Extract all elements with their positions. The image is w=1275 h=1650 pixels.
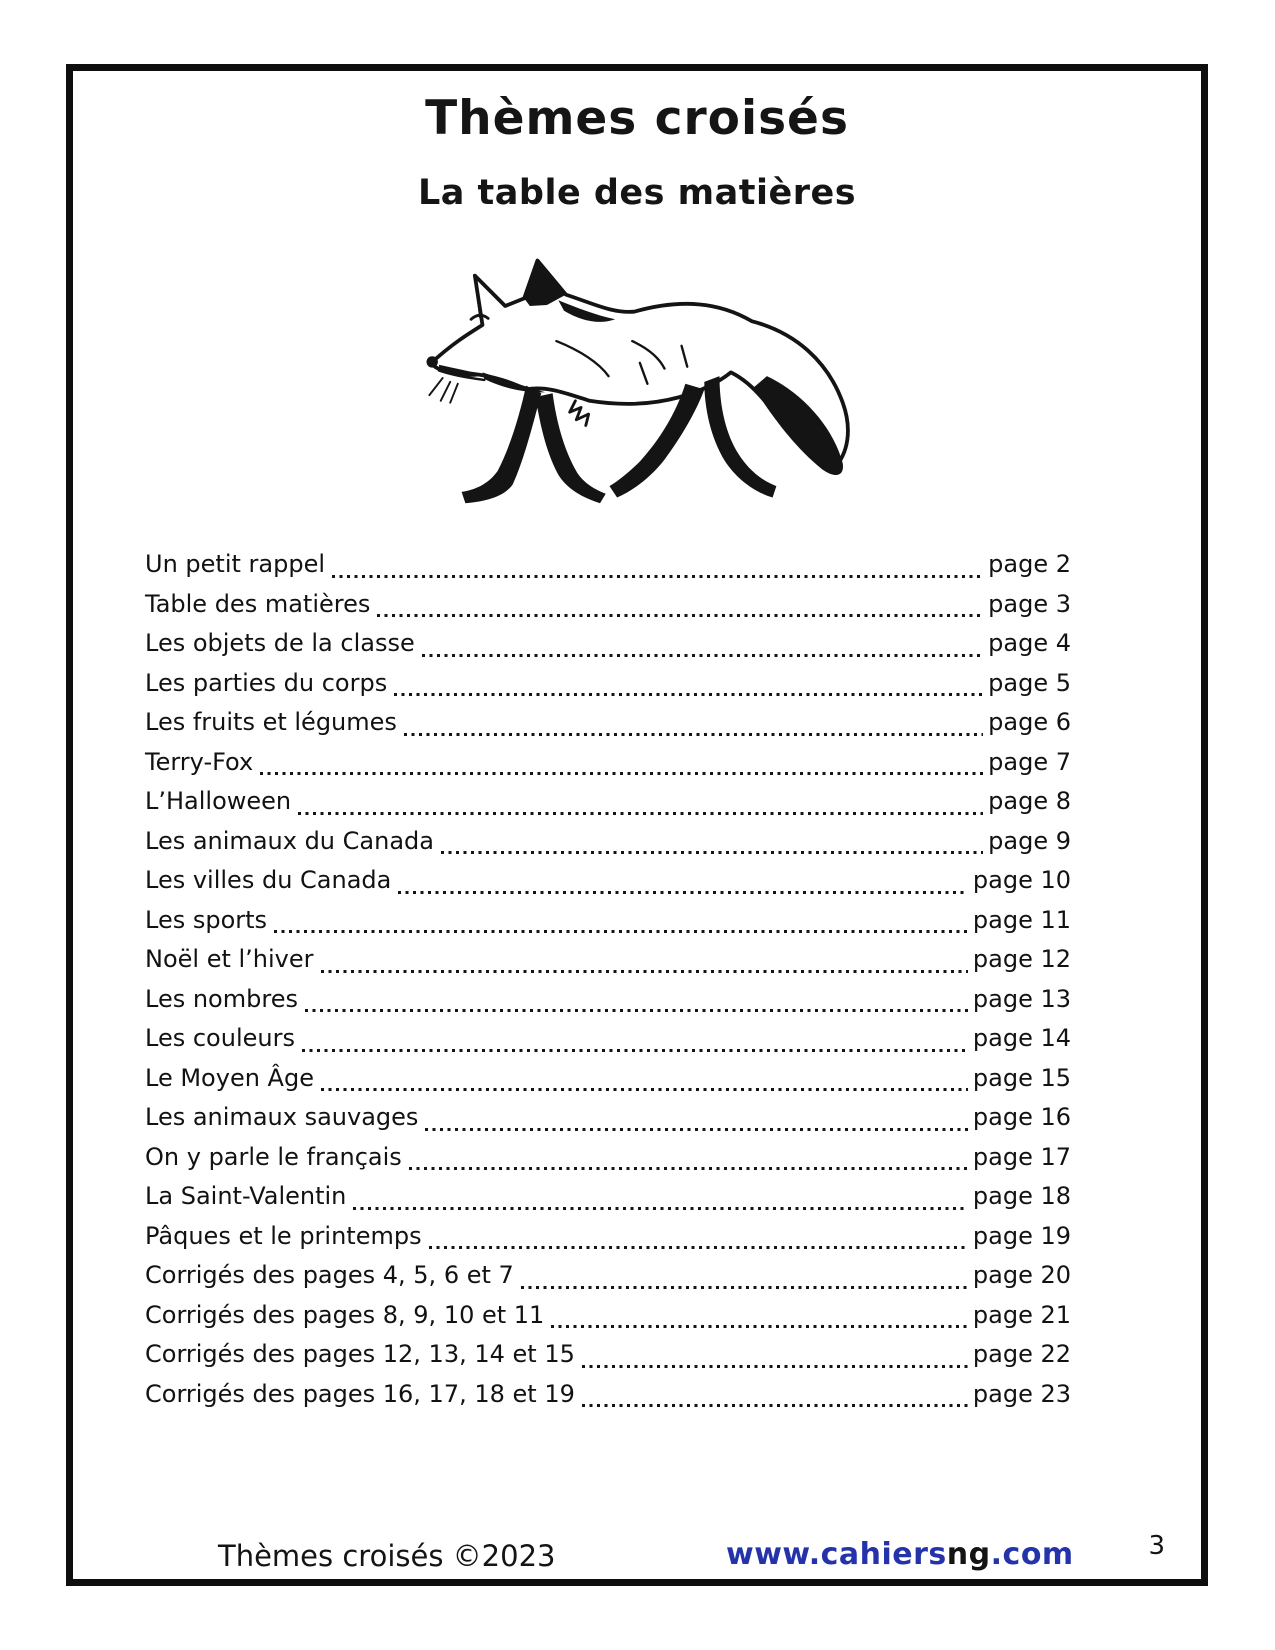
dotted-leader [425,1137,967,1138]
page-title: Thèmes croisés [425,91,849,146]
toc-entry-page: page 19 [972,1221,1071,1250]
toc-entry-page: page 6 [988,708,1071,736]
dotted-leader [298,821,983,822]
toc-entry-page: page 3 [988,589,1071,618]
page-subtitle: La table des matières [417,173,857,213]
table-of-contents [145,545,1071,1414]
toc-entry-label: On y parle le français [145,1142,402,1171]
toc-row [145,782,1071,822]
footer-copyright: Thèmes croisés ©2023 [218,1539,556,1573]
dotted-leader [409,1176,968,1177]
dotted-leader [441,860,983,861]
dotted-leader [274,939,968,940]
toc-row [145,861,1071,901]
toc-row [145,1138,1071,1178]
toc-entry-page: page 9 [988,826,1071,855]
page-border [66,64,1208,1586]
toc-entry-page: page 17 [972,1142,1071,1171]
toc-entry-page: page 5 [988,668,1071,697]
toc-entry-label: La Saint-Valentin [145,1182,347,1210]
toc-row [145,1217,1071,1257]
toc-entry-label: Corrigés des pages 12, 13, 14 et 15 [145,1340,575,1368]
toc-entry-label: Noël et l’hiver [145,945,314,973]
fox-drawing-svg [402,251,872,507]
dotted-leader [582,1413,968,1414]
toc-row [145,901,1071,941]
toc-entry-label: Les villes du Canada [145,866,392,894]
toc-entry-page: page 18 [972,1182,1071,1210]
toc-row [145,545,1071,585]
toc-entry-label: Les nombres [145,984,298,1013]
toc-row [145,1098,1071,1138]
dotted-leader [422,663,983,664]
dotted-leader [332,584,983,585]
toc-row [145,980,1071,1020]
toc-entry-label: L’Halloween [145,787,292,815]
toc-entry-page: page 11 [972,905,1071,934]
toc-row [145,1177,1071,1217]
dotted-leader [305,1018,968,1019]
toc-row [145,703,1071,743]
toc-row [145,1375,1071,1415]
toc-entry-label: Pâques et le printemps [145,1221,422,1250]
dotted-leader [377,623,983,624]
toc-entry-label: Les animaux sauvages [145,1103,419,1131]
toc-row [145,1296,1071,1336]
site-url-prefix: www.cahiers [726,1537,947,1572]
toc-entry-label: Les parties du corps [145,668,388,697]
toc-row [145,743,1071,783]
dotted-leader [394,702,983,703]
toc-entry-page: page 13 [972,984,1071,1013]
toc-entry-page: page 2 [988,550,1071,578]
site-url-brand: ng [946,1537,991,1572]
toc-row [145,1256,1071,1296]
toc-entry-label: Les couleurs [145,1024,295,1052]
toc-entry-label: Corrigés des pages 16, 17, 18 et 19 [145,1379,575,1408]
toc-entry-label: Les sports [145,905,268,934]
dotted-leader [321,979,968,980]
dotted-leader [521,1295,968,1296]
toc-entry-label: Corrigés des pages 4, 5, 6 et 7 [145,1261,514,1289]
dotted-leader [260,781,983,782]
toc-entry-page: page 22 [972,1340,1071,1368]
toc-row [145,940,1071,980]
toc-row [145,1019,1071,1059]
toc-entry-label: Les animaux du Canada [145,826,434,855]
toc-entry-label: Corrigés des pages 8, 9, 10 et 11 [145,1300,545,1329]
dotted-leader [582,1374,968,1375]
toc-entry-page: page 14 [972,1024,1071,1052]
toc-entry-label: Un petit rappel [145,550,325,578]
toc-entry-page: page 4 [988,629,1071,657]
dotted-leader [398,900,968,901]
fox-illustration [73,251,1201,507]
toc-row [145,585,1071,625]
dotted-leader [404,742,983,743]
toc-entry-page: page 7 [988,747,1071,776]
toc-entry-page: page 15 [972,1063,1071,1092]
toc-row [145,624,1071,664]
toc-entry-page: page 10 [972,866,1071,894]
dotted-leader [321,1097,968,1098]
dotted-leader [302,1058,968,1059]
toc-row [145,1059,1071,1099]
toc-entry-page: page 21 [972,1300,1071,1329]
site-url[interactable] [726,1537,1074,1572]
site-url-suffix: .com [990,1537,1074,1572]
toc-entry-label: Table des matières [145,589,371,618]
toc-entry-page: page 23 [972,1379,1071,1408]
toc-entry-page: page 20 [972,1261,1071,1289]
toc-entry-label: Terry-Fox [145,747,254,776]
toc-entry-label: Les fruits et légumes [145,708,397,736]
toc-entry-page: page 8 [988,787,1071,815]
toc-row [145,1335,1071,1375]
toc-row [145,664,1071,704]
page-number: 3 [1148,1531,1165,1561]
toc-entry-label: Le Moyen Âge [145,1063,314,1092]
toc-entry-page: page 16 [972,1103,1071,1131]
dotted-leader [429,1255,968,1256]
dotted-leader [551,1334,968,1335]
dotted-leader [353,1216,968,1217]
toc-entry-page: page 12 [972,945,1071,973]
toc-row [145,822,1071,862]
toc-entry-label: Les objets de la classe [145,629,415,657]
